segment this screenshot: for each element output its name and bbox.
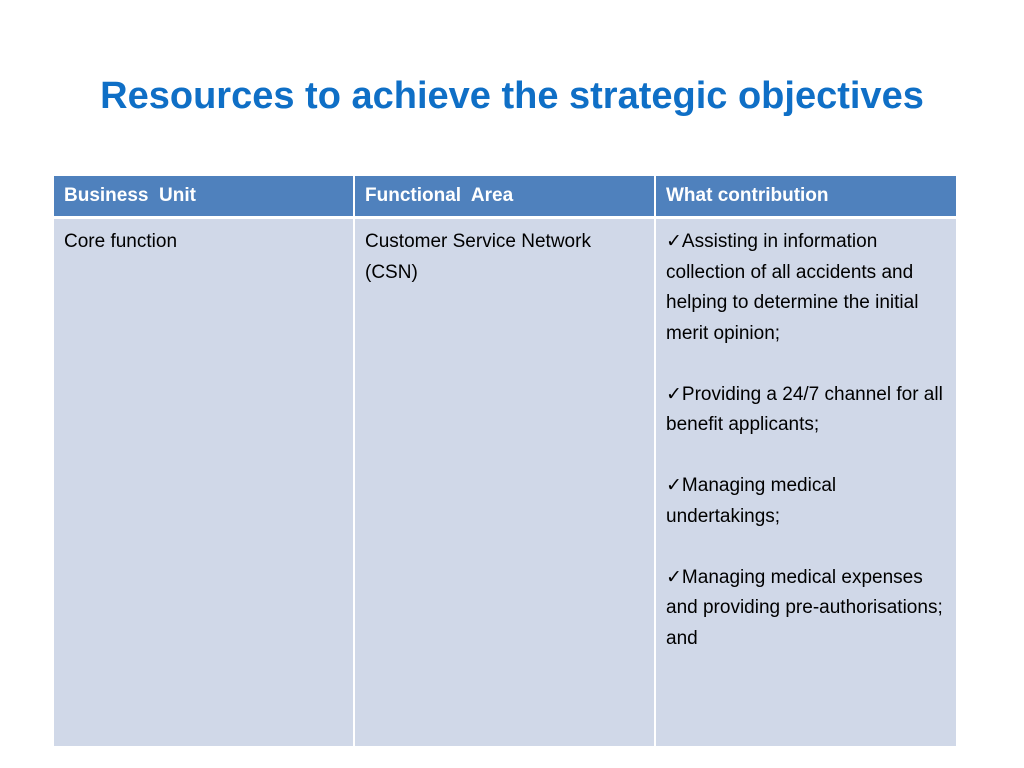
resources-table-container — [52, 174, 956, 748]
header-what-contribution: What contribution — [655, 175, 957, 218]
header-functional-area: Functional Area — [354, 175, 655, 218]
table-header-row — [53, 175, 957, 218]
contribution-text: Managing medical expenses and providing pre-authorisations; and — [666, 566, 943, 649]
check-mark-icon: ✓ — [666, 383, 682, 405]
contribution-item — [666, 471, 946, 532]
check-mark-icon: ✓ — [666, 566, 682, 588]
contribution-text: Managing medical undertakings; — [666, 475, 837, 527]
cell-contributions — [655, 218, 957, 748]
contribution-item — [666, 227, 946, 349]
cell-business-unit: Core function — [53, 218, 354, 748]
contribution-item — [666, 380, 946, 441]
resources-table — [52, 174, 958, 748]
contribution-text: Assisting in information collection of all accidents and helping to determine the initial merit opinion; — [666, 231, 919, 344]
cell-functional-area: Customer Service Network (CSN) — [354, 218, 655, 748]
contribution-text: Providing a 24/7 channel for all benefit applicants; — [666, 383, 943, 435]
check-mark-icon: ✓ — [666, 231, 682, 252]
header-business-unit: Business Unit — [53, 175, 354, 218]
slide-title: Resources to achieve the strategic objectives — [100, 75, 924, 117]
table-row — [53, 218, 957, 748]
check-mark-icon: ✓ — [666, 475, 682, 496]
contribution-item — [666, 563, 946, 655]
